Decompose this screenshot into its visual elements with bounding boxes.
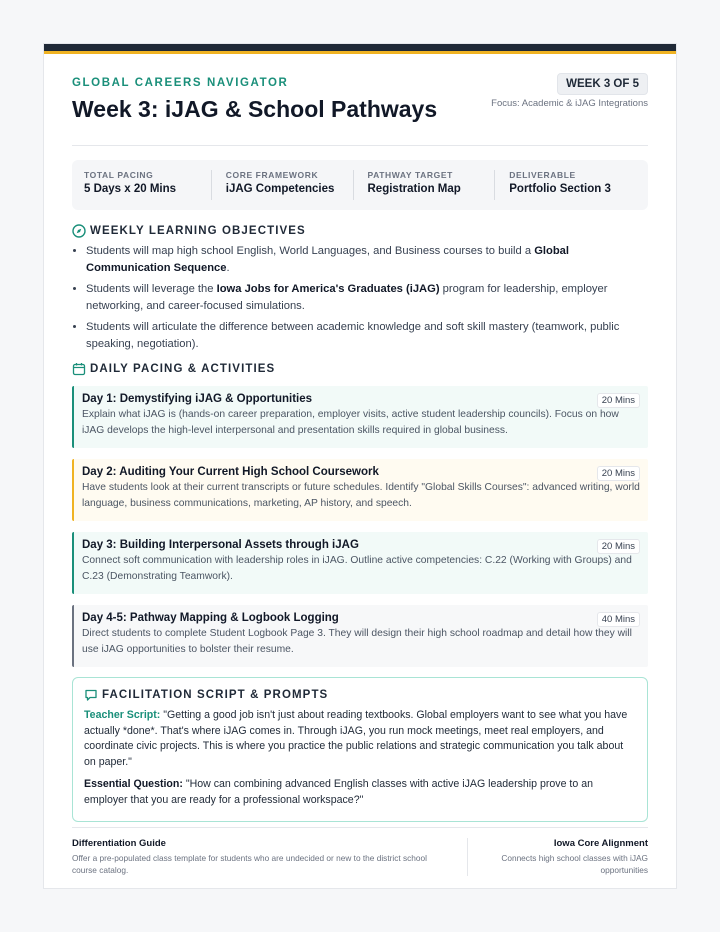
stat-deliverable — [494, 170, 636, 200]
day-duration-badge: 20 Mins — [597, 539, 640, 554]
stat-label: CORE FRAMEWORK — [225, 170, 319, 180]
pacing-heading-label: DAILY PACING & ACTIVITIES — [90, 363, 276, 375]
day-duration-badge: 20 Mins — [597, 393, 640, 408]
page-title: Week 3: iJAG & School Pathways — [72, 96, 438, 122]
day-card-2 — [72, 459, 648, 521]
core-alignment — [468, 838, 648, 876]
day-description: Have students look at their current transcripts or future schedules. Identify "Global Skills Courses": advanced writing, world language, business communications, marketing, AP history, and speech. — [82, 482, 640, 509]
objectives-heading-label: WEEKLY LEARNING OBJECTIVES — [90, 225, 306, 237]
day-duration-badge: 40 Mins — [597, 612, 640, 627]
stat-pathway-target — [353, 170, 495, 200]
day-card-4-5 — [72, 605, 648, 667]
stat-value: Portfolio Section 3 — [509, 183, 611, 195]
day-description: Explain what iJAG is (hands-on career preparation, employer visits, active student leadership councils). Focus on how iJAG develops the high-level interpersonal and presentation skills required in global business. — [82, 409, 619, 436]
objective-item — [86, 243, 648, 276]
day-description: Connect soft communication with leadership roles in iJAG. Outline active competencies: C.22 (Working with Groups) and C.23 (Demonstrating Teamwork). — [82, 555, 632, 582]
stat-value: iJAG Competencies — [225, 183, 335, 195]
objectives-list — [86, 243, 648, 352]
objective-item — [86, 319, 648, 352]
calendar-icon — [72, 362, 86, 376]
core-alignment-text: Connects high school classes with iJAG opportunities — [501, 853, 648, 875]
objective-item — [86, 281, 648, 314]
objective-emphasis: Global Communication Sequence — [86, 245, 569, 274]
week-badge: WEEK 3 OF 5 — [557, 73, 648, 95]
differentiation-guide — [72, 838, 468, 876]
essential-question-text: "How can combining advanced English classes with active iJAG leadership prove to an employer that you are ready for a professional workspace?" — [84, 778, 593, 806]
objective-text-end: . — [226, 261, 230, 274]
top-accent-bar — [44, 44, 676, 51]
differentiation-text: Offer a pre-populated class template for students who are undecided or new to the district school course catalog. — [72, 853, 427, 875]
teacher-script — [84, 708, 636, 770]
stat-value: Registration Map — [367, 183, 461, 195]
differentiation-title: Differentiation Guide — [72, 838, 166, 849]
stat-label: DELIVERABLE — [509, 170, 576, 180]
lesson-plan-page — [43, 43, 677, 889]
teacher-script-text: "Getting a good job isn't just about reading textbooks. Global employers want to see what you have actually *done*. That's where iJAG comes in. Through iJAG, you run mock meetings, meet real employers, and coordinate civic projects. This is where you practice the public relations and strategic communication you talk about on paper." — [84, 709, 628, 768]
stat-value: 5 Days x 20 Mins — [84, 183, 177, 195]
objective-text: Students will articulate the difference between academic knowledge and soft skill mastery (teamwork, public speaking, negotiation). — [86, 321, 620, 350]
day-title: Day 2: Auditing Your Current High School Coursework — [82, 466, 379, 478]
eyebrow-label: GLOBAL CAREERS NAVIGATOR — [72, 77, 289, 89]
stat-core-framework — [211, 170, 353, 200]
script-heading — [84, 688, 636, 702]
objective-emphasis: Iowa Jobs for America's Graduates (iJAG) — [216, 283, 440, 295]
page-header — [72, 54, 648, 146]
day-card-3 — [72, 532, 648, 594]
stat-total-pacing — [84, 170, 211, 200]
facilitation-script-box — [72, 677, 648, 822]
day-description: Direct students to complete Student Logbook Page 3. They will design their high school roadmap and detail how they will use iJAG opportunities to bolster their resume. — [82, 628, 632, 655]
focus-note: Focus: Academic & iJAG Integrations — [491, 98, 648, 109]
day-title: Day 4-5: Pathway Mapping & Logbook Logging — [82, 612, 339, 624]
essential-question — [84, 777, 636, 808]
stats-strip — [72, 160, 648, 210]
objective-text: Students will map high school English, World Languages, and Business courses to build a — [86, 245, 535, 257]
compass-icon — [72, 224, 86, 238]
page-footer — [72, 827, 648, 876]
teacher-script-label: Teacher Script: — [84, 709, 161, 721]
stat-label: TOTAL PACING — [84, 170, 154, 180]
essential-question-label: Essential Question: — [84, 778, 183, 790]
day-title: Day 3: Building Interpersonal Assets through iJAG — [82, 539, 359, 551]
pacing-heading — [72, 362, 648, 376]
day-list — [44, 386, 676, 667]
chat-bubble-icon — [84, 688, 98, 702]
day-duration-badge: 20 Mins — [597, 466, 640, 481]
objective-text: Students will leverage the — [86, 283, 217, 295]
core-alignment-title: Iowa Core Alignment — [553, 838, 648, 849]
objectives-heading — [72, 224, 648, 238]
day-title: Day 1: Demystifying iJAG & Opportunities — [82, 393, 313, 405]
stat-label: PATHWAY TARGET — [367, 170, 453, 180]
script-heading-label: FACILITATION SCRIPT & PROMPTS — [102, 689, 329, 701]
objective-text-end: program for leadership, employer networking, and career-focused simulations. — [86, 283, 608, 312]
day-card-1 — [72, 386, 648, 448]
